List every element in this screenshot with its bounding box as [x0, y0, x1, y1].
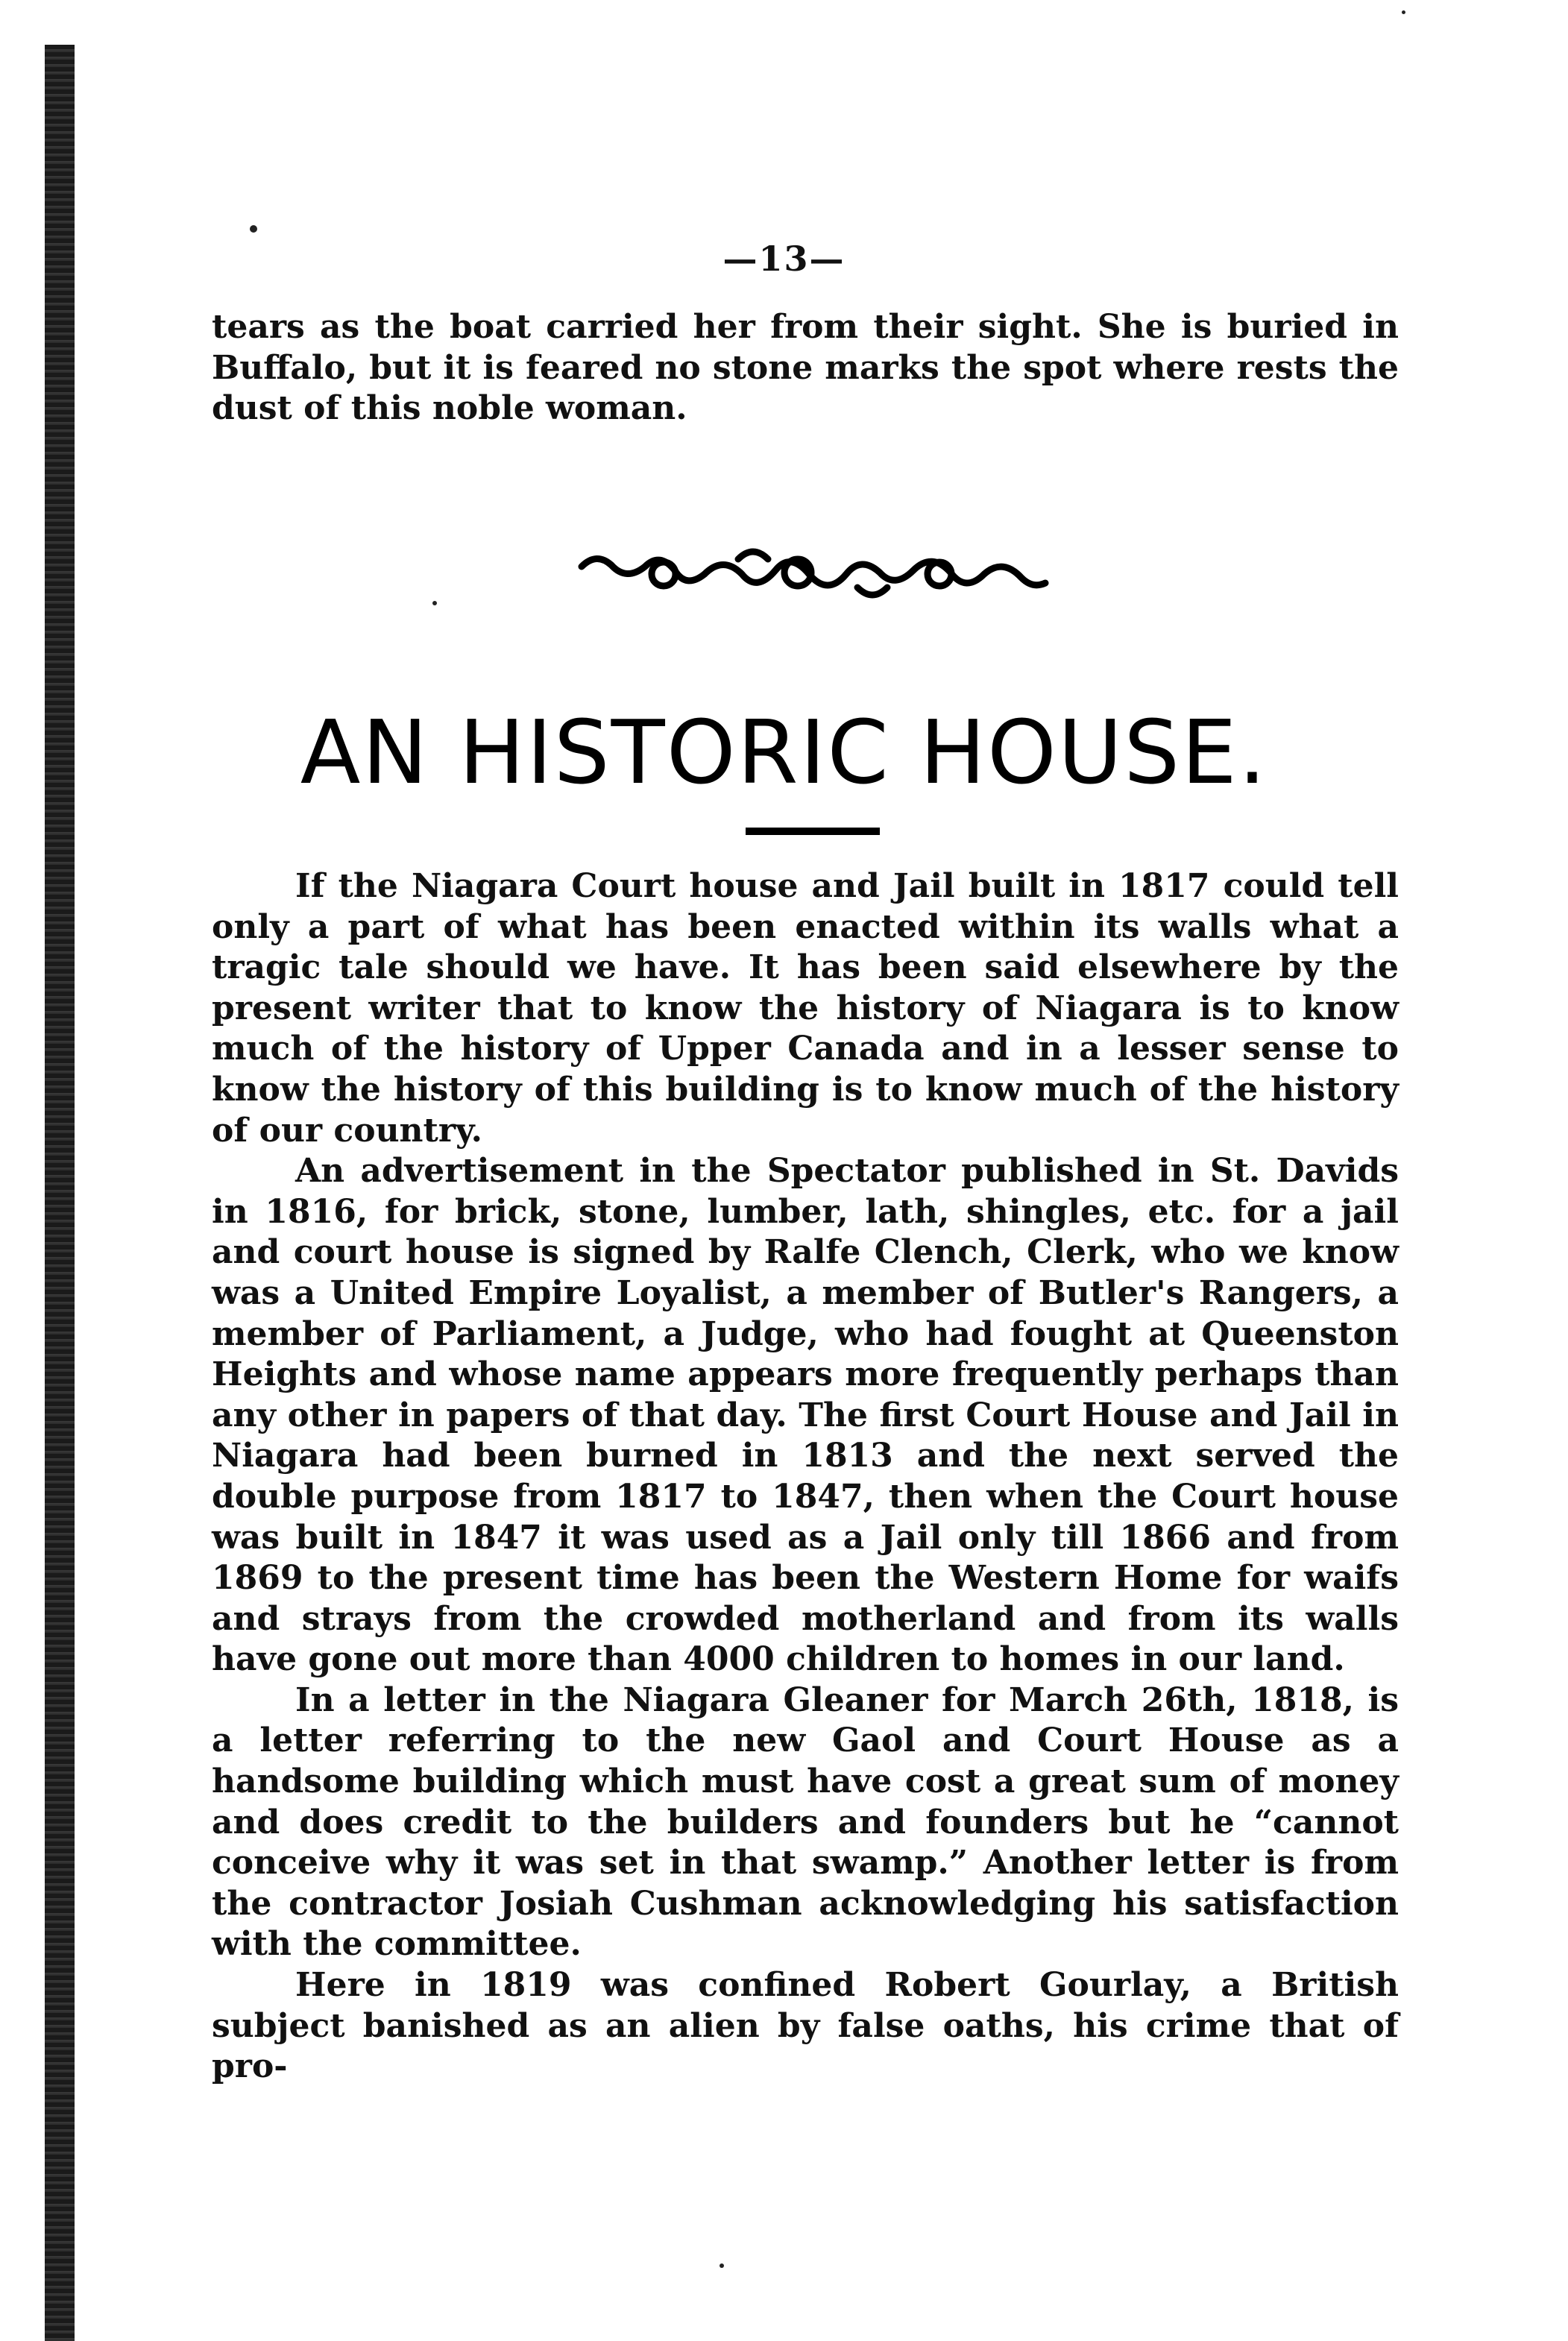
decorative-flourish-icon	[574, 537, 1051, 611]
article-body	[212, 866, 1399, 2088]
title-rule	[746, 828, 880, 835]
article-paragraph: If the Niagara Court house and Jail built in 1817 could tell only a part of what has been enacted within its walls what a tragic tale should we have. It has been said elsewhere by the present writer that to know the history of Niagara is to know much of the history of Upper Canada and in a lesser sense to know the history of this building is to know much of the history of our country.	[212, 867, 1399, 1150]
page-number: —13—	[722, 239, 846, 279]
ink-speck	[432, 601, 437, 605]
page-binding-edge	[45, 45, 75, 2341]
article-title: AN HISTORIC HOUSE.	[300, 701, 1268, 804]
article-paragraph: Here in 1819 was confined Robert Gourlay, a British subject banished as an alien by false oaths, his crime that of pro-	[212, 1966, 1399, 2086]
ink-speck	[1402, 10, 1405, 14]
article-paragraph: An advertisement in the Spectator published in St. Davids in 1816, for brick, stone, lumber, lath, shingles, etc. for a jail and court house is signed by Ralfe Clench, Clerk, who we know was a United Empire Loyalist, a member of Butler's Rangers, a member of Parliament, a Judge, who had fought at Queenston Heights and whose name appears more frequently perhaps than any other in papers of that day. The first Court House and Jail in Niagara had been burned in 1813 and the next served the double purpose from 1817 to 1847, then when the Court house was built in 1847 it was used as a Jail only till 1866 and from 1869 to the present time has been the Western Home for waifs and strays from the crowded motherland and from its walls have gone out more than 4000 children to homes in our land.	[212, 1152, 1399, 1679]
intro-text	[212, 307, 1399, 429]
intro-paragraph: tears as the boat carried her from their sight. She is buried in Buffalo, but it is feared no stone marks the spot where rests the dust of this noble woman.	[212, 308, 1399, 428]
ink-speck	[720, 2263, 724, 2268]
article-paragraph: In a letter in the Niagara Gleaner for March 26th, 1818, is a letter referring to the new Gaol and Court House as a handsome building which must have cost a great sum of money and does credit to the builders and founders but he “cannot conceive why it was set in that swamp.” Another letter is from the contractor Josiah Cushman acknowledging his satisfaction with the committee.	[212, 1680, 1399, 1964]
ink-speck	[250, 225, 257, 233]
